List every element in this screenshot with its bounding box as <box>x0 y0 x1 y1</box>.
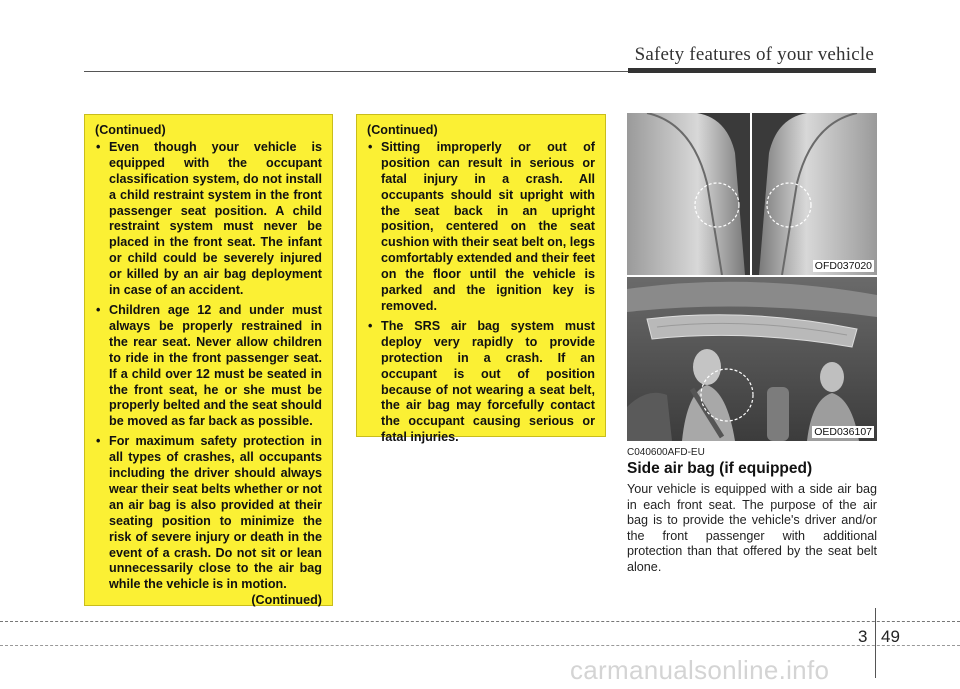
continued-label: (Continued) <box>95 123 166 137</box>
page-number: 49 <box>881 627 900 646</box>
warning-list <box>95 140 322 593</box>
continued-label: (Continued) <box>251 593 322 608</box>
page-header-title: Safety features of your vehicle <box>634 44 874 65</box>
cabin-illustration <box>627 277 877 441</box>
warning-bullet: • For maximum safety protection in all types of crashes, all occupants including the driver should always wear their seat belts whether or not an air bag is also provided at their seating position to minimize the risk of severe injury or death in the event of a crash. Do not sit or lean unnecessarily close to the air bag while the vehicle is in motion. <box>95 434 322 593</box>
warning-list <box>367 140 595 446</box>
footer-rule <box>0 621 960 622</box>
figure-label: OFD037020 <box>814 260 872 272</box>
figure-label: OED036107 <box>814 426 872 438</box>
section-code: C040600AFD-EU <box>627 447 705 458</box>
cabin-airbag-figure <box>627 277 877 441</box>
warning-bullet: • Children age 12 and under must always be properly restrained in the rear seat. Never allow children to ride in the front passenger seat. If a child over 12 must be seated in the front seat, he or she must be properly belted and the seat should be moved as far back as possible. <box>95 303 322 430</box>
warning-box-right <box>356 114 606 445</box>
section-title: Side air bag (if equipped) <box>627 460 813 477</box>
warning-bullet: • Sitting improperly or out of position can result in serious or fatal injury in a crash. All occupants should sit upright with the seat back in an upright position, centered on the seat cushion with their seat belt on, legs comfortably extended and their feet on the floor until the vehicle is parked and the ignition key is removed. <box>367 140 595 315</box>
warning-bullet: • The SRS air bag system must deploy very rapidly to provide protection in a crash. If an occupant is out of position because of not wearing a seat belt, the air bag may forcefully contact the occupant causing serious or fatal injuries. <box>367 319 595 446</box>
watermark: carmanualsonline.info <box>570 655 830 685</box>
continued-label: (Continued) <box>367 123 438 137</box>
section-body: Your vehicle is equipped with a side air bag in each front seat. The purpose of the air bag is to provide the vehicle's driver and/or the front passenger with additional protection than that offered by the seat belt alone. <box>627 482 877 574</box>
footer-rule <box>0 645 960 646</box>
seat-airbag-figure <box>627 113 877 275</box>
header-rule-accent <box>628 68 876 73</box>
page-separator <box>875 608 876 678</box>
warning-box-left <box>84 114 333 606</box>
warning-bullet: • Even though your vehicle is equipped with the occupant classification system, do not install a child restraint system in the front passenger seat position. A child restraint system must never be placed in the front seat. The infant or child could be severely injured or killed by an air bag deployment in case of an accident. <box>95 140 322 299</box>
seat-illustration <box>627 113 877 275</box>
chapter-number: 3 <box>858 627 868 646</box>
